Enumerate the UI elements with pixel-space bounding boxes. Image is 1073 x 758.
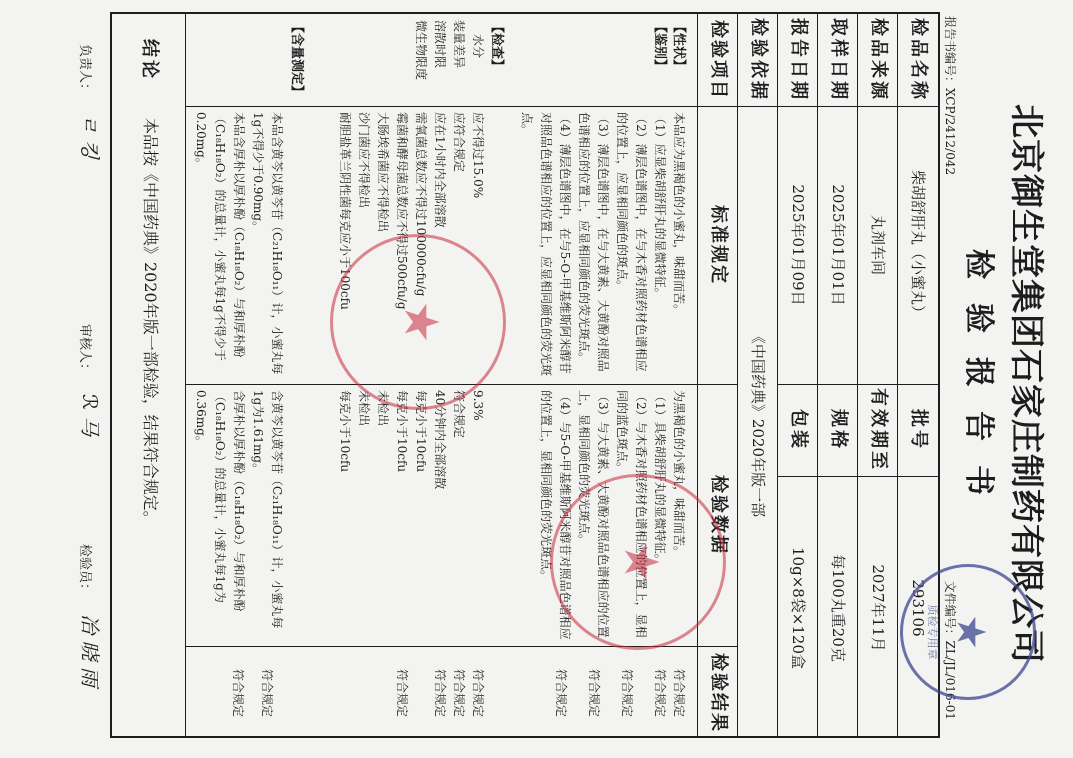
- data-id2: （2）与木香对照药材色谱相应的位置上，显相同的蓝色斑点。: [615, 390, 648, 638]
- batch-label: 批号: [908, 409, 929, 451]
- standards-identification: [517, 112, 688, 378]
- red-seal-upper: ★: [550, 474, 726, 650]
- std-assay1: 本品含黄芩以黄芩苷（C₂₁H₁₈O₁₁）计，小蜜丸每1g不得少于0.90mg。: [251, 112, 284, 375]
- data-micro5: 每克小于10cfu: [338, 390, 352, 473]
- data-character: 为黑褐色的小蜜丸，味甜而苦。: [672, 390, 686, 559]
- result-id2: 符合规定: [620, 668, 634, 717]
- std-id3: （3）薄层色谱图中，在与大黄素、大黄酚对照品色谱相应的位置上，应显相同颜色的荧光斑点。: [577, 112, 610, 372]
- data-micro3: 未检出: [376, 390, 390, 427]
- report-date-label: 报告日期: [788, 18, 809, 102]
- col-item: 检验项目: [708, 20, 729, 100]
- quality-seal-text: 质检专用章: [926, 604, 939, 660]
- sampling-date: 2025年01月01日: [829, 184, 847, 306]
- items-inspection: [411, 20, 506, 104]
- source-label: 检品来源: [868, 18, 889, 102]
- package-label: 包装: [788, 409, 809, 451]
- report-number: 报告书编号：XCP/2412/042: [943, 16, 957, 176]
- items-assay: [287, 20, 306, 104]
- inspector-label: 检验员：: [77, 544, 92, 597]
- std-weight-diff: 应符合规定: [452, 112, 466, 173]
- results-identification: [551, 646, 688, 740]
- std-micro3: 大肠埃希菌应不得检出: [376, 112, 390, 233]
- section-character: 【性状】: [671, 20, 686, 73]
- result-microbial: 符合规定: [395, 668, 409, 717]
- item-weight-diff: 装量差异: [452, 20, 466, 69]
- red-seal-lower: ★: [330, 234, 506, 410]
- std-character: 本品应为黑褐色的小蜜丸，味甜而苦。: [672, 112, 686, 317]
- file-number: 文件编号：ZL/JL/016-01: [943, 580, 957, 720]
- data-micro2: 每克小于10cfu: [395, 390, 409, 473]
- std-water: 应不得过15.0%: [471, 112, 485, 199]
- result-id4: 符合规定: [554, 668, 568, 717]
- std-micro5: 耐胆盐革兰阴性菌每克应小于100cfu: [338, 112, 352, 310]
- expiry-date: 2027年11月: [869, 564, 887, 652]
- std-id2: （2）薄层色谱图中，在与木香对照药材色谱相应的位置上，应显相同颜色的斑点。: [615, 112, 648, 372]
- std-micro4: 沙门菌应不得检出: [357, 112, 371, 209]
- reviewer-label: 审核人：: [77, 324, 92, 377]
- result-character: 符合规定: [672, 668, 686, 717]
- spec-label: 规格: [828, 409, 849, 451]
- conclusion-label: 结论: [139, 39, 160, 81]
- document-title: 检验报告书: [961, 249, 996, 519]
- product-name: 柴胡舒肝丸（小蜜丸）: [909, 169, 927, 320]
- section-identification: 【鉴别】: [652, 20, 667, 73]
- sampling-label: 取样日期: [828, 18, 849, 102]
- standards-assay: [191, 112, 286, 378]
- specification: 每100丸重20克: [829, 554, 847, 662]
- inspection-table: [110, 12, 940, 738]
- item-disintegration: 溶散时限: [433, 20, 447, 69]
- conclusion-text: 本品按《中国药典》2020年版一部检验，结果符合规定。: [141, 118, 160, 527]
- data-water: 9.3%: [471, 390, 485, 421]
- data-weight-diff: 符合规定: [452, 390, 466, 439]
- package: 10g×8袋×120盒: [789, 547, 807, 669]
- item-microbial: 微生物限度: [414, 20, 428, 81]
- std-assay2: 本品含厚朴以厚朴酚（C₁₈H₁₈O₂）与和厚朴酚（C₁₈H₁₈O₂）的总量计，小蜜丸每1g不得少于0.20mg。: [194, 112, 246, 361]
- col-result: 检验结果: [708, 653, 729, 733]
- data-assay2: 含厚朴以厚朴酚（C₁₈H₁₈O₂）与和厚朴酚（C₁₈H₁₈O₂）的总量计，小蜜丸每1g为0.36mg。: [194, 390, 246, 612]
- data-disintegration: 40分钟内全部溶散: [433, 390, 447, 490]
- report-page: [6, 4, 1066, 754]
- report-date: 2025年01月09日: [789, 184, 807, 306]
- data-id4: （4）与5-O-甲基维斯阿米醇苷对照品色谱相应的位置上，显相同颜色的荧光斑点。: [539, 390, 572, 640]
- data-micro4: 未检出: [357, 390, 371, 427]
- std-id1: （1）应显柴胡舒肝丸的显微特征。: [653, 112, 667, 300]
- responsible-label: 负责人：: [77, 44, 92, 97]
- std-micro2: 霉菌和酵母菌总数应不得过500cfu/g: [395, 112, 409, 310]
- quality-seal: ★ 质检专用章: [900, 564, 1036, 700]
- data-assay: [191, 390, 286, 642]
- result-id3: 符合规定: [587, 668, 601, 717]
- std-id4: （4）薄层色谱图中，在与5-O-甲基维斯阿米醇苷对照品色谱相应的位置上，应显相同颜色的荧光斑点。: [520, 112, 572, 377]
- col-standard: 标准规定: [708, 205, 729, 285]
- item-water: 水分: [471, 34, 485, 59]
- result-weight-diff: 符合规定: [452, 668, 466, 717]
- col-data: 检验数据: [708, 475, 729, 555]
- result-assay2: 符合规定: [231, 668, 245, 717]
- inspector-signature: 冶 晓 雨: [78, 614, 102, 687]
- reviewer-signature: ℛ 马: [78, 394, 102, 437]
- responsible-signature: ㄹ 킹: [78, 114, 102, 159]
- section-assay: 【含量测定】: [289, 20, 304, 99]
- result-water: 符合规定: [471, 668, 485, 717]
- std-micro1: 需氧菌总数应不得过100000cfu/g: [414, 112, 428, 297]
- data-inspection: [335, 390, 487, 642]
- basis-label: 检验依据: [748, 18, 769, 102]
- result-id1: 符合规定: [653, 668, 667, 717]
- source: 丸剂车间: [869, 214, 887, 275]
- results-assay: [228, 646, 276, 740]
- std-disintegration: 应在1小时内全部溶散: [433, 112, 447, 228]
- data-id3: （3）与大黄素、大黄酚对照品色谱相应的位置上，显相同颜色的荧光斑点。: [577, 390, 610, 638]
- result-disintegration: 符合规定: [433, 668, 447, 717]
- data-assay1: 含黄芩以黄芩苷（C₂₁H₁₈O₁₁）计，小蜜丸每1g为1.61mg。: [251, 390, 284, 629]
- expiry-label: 有效期至: [868, 388, 889, 472]
- data-id1: （1）具柴胡舒肝丸的显微特征。: [653, 390, 667, 566]
- result-assay1: 符合规定: [260, 668, 274, 717]
- batch-number: 293106: [909, 579, 927, 637]
- basis: 《中国药典》2020年版一部: [749, 328, 767, 518]
- results-inspection: [392, 646, 487, 740]
- company-title: 北京御生堂集团石家庄制药有限公司: [1006, 104, 1046, 664]
- data-micro1: 每克小于10cfu: [414, 390, 428, 473]
- product-name-label: 检品名称: [908, 18, 929, 102]
- items-character: [650, 20, 688, 104]
- section-inspection: 【检查】: [489, 20, 504, 73]
